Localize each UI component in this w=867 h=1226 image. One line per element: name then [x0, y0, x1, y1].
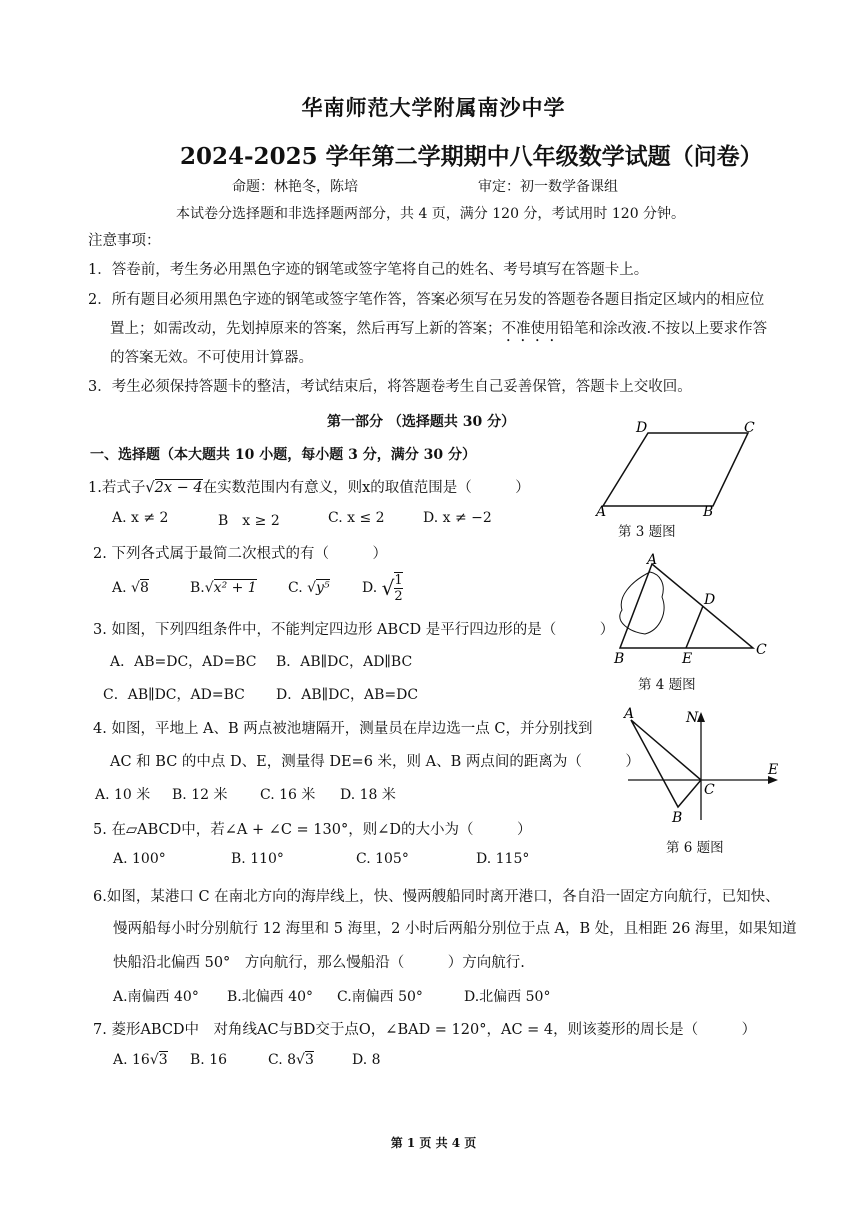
triangle-acb [631, 720, 701, 807]
q2-d-numerator: 1 [394, 573, 403, 588]
question-3: 3. 如图，下列四组条件中，不能判定四边形 ABCD 是平行四边形的是（ ） [93, 622, 615, 638]
notice-item-3: 3．考生必须保持答题卡的整洁，考试结束后，将答题卷考生自己妥善保管，答题卡上交收回。 [88, 379, 692, 395]
q1-option-b: B x ≥ 2 [218, 513, 280, 529]
q2-b-label: B. [190, 580, 205, 596]
fig4-label-c: C [756, 642, 767, 658]
fig3-label-a: A [596, 504, 607, 518]
q2-option-b: B.√x² + 1 [190, 580, 257, 596]
fig6-label-n: N [686, 710, 699, 726]
fig3-label-c: C [744, 420, 755, 436]
figure-4-pond [600, 552, 780, 667]
notice-item-2-line-1: 2．所有题目必须用黑色字迹的钢笔或签字笔作答，答案必须写在另发的答题卷各题目指定区域内的相应位 [88, 292, 765, 308]
question-7: 7. 菱形ABCD中 对角线AC与BD交于点O，∠BAD = 120°，AC = 4，则该菱形的周长是（ ） [93, 1022, 757, 1038]
question-6-line-3: 快船沿北偏西 50° 方向航行，那么慢船沿（ ）方向航行. [113, 955, 525, 971]
authors-line: 命题：林艳冬，陈培 [232, 179, 358, 195]
q2-option-a: A. √8 [112, 580, 149, 596]
notice-item-2-line-2 [110, 317, 767, 345]
notice-emphasis: 不准使用 [501, 321, 560, 337]
figure-3-parallelogram [588, 418, 778, 518]
fig6-label-a: A [624, 706, 635, 722]
q2-d-label: D. [362, 580, 378, 596]
q5-option-c: C. 105° [356, 851, 409, 867]
q2-a-radicand: 8 [139, 580, 149, 596]
q2-d-denominator: 2 [394, 589, 403, 604]
q5-option-a: A. 100° [113, 851, 166, 867]
question-5: 5. 在▱ABCD中，若∠A + ∠C = 130°，则∠D的大小为（ ） [93, 822, 532, 838]
part1-title: 第一部分 （选择题共 30 分） [327, 414, 516, 430]
q2-option-c: C. √y⁵ [288, 580, 330, 596]
q7-option-d: D. 8 [352, 1052, 381, 1068]
figure-6-compass [616, 702, 786, 827]
fig4-label-e: E [682, 651, 693, 667]
figure-4-caption: 第 4 题图 [638, 677, 696, 693]
q2-c-label: C. [288, 580, 303, 596]
q1-stem-b: 在实数范围内有意义，则x的取值范围是（ ） [202, 480, 530, 496]
q7-option-a: A. 16√3 [113, 1052, 168, 1068]
q1-radical: √2x − 4 [145, 480, 203, 496]
q6-option-c: C.南偏西 50° [337, 989, 423, 1005]
exam-title: 2024-2025 学年第二学期期中八年级数学试题（问卷） [180, 143, 763, 170]
q3-option-c: C．AB∥DC，AD=BC [103, 687, 245, 703]
question-4-line-2: AC 和 BC 的中点 D、E，测量得 DE=6 米，则 A、B 两点间的距离为（ ） [110, 754, 640, 770]
q7-c-radicand: 3 [304, 1052, 314, 1068]
q4-option-a: A. 10 米 [95, 787, 151, 803]
notice-item-2-line-2a: 置上；如需改动，先划掉原来的答案，然后再写上新的答案； [110, 321, 502, 337]
fig3-label-b: B [703, 504, 714, 518]
q2-b-radicand: x² + 1 [213, 580, 257, 596]
q2-c-radicand: y⁵ [316, 580, 330, 596]
school-name: 华南师范大学附属南沙中学 [301, 95, 566, 120]
segment-de [686, 606, 703, 648]
exam-intro: 本试卷分选择题和非选择题两部分，共 4 页，满分 120 分，考试用时 120 分钟。 [176, 206, 686, 222]
q7-a-radicand: 3 [158, 1052, 168, 1068]
q5-option-d: D. 115° [476, 851, 530, 867]
q2-a-label: A. [112, 580, 127, 596]
q1-option-d: D. x ≠ −2 [423, 510, 492, 526]
q7-a-text: A. 16 [113, 1052, 150, 1068]
q1-stem-a: 1.若式子 [88, 480, 146, 496]
fig4-label-d: D [704, 592, 716, 608]
fig6-label-c: C [704, 782, 715, 798]
q1-option-c: C. x ≤ 2 [328, 510, 385, 526]
figure-3-caption: 第 3 题图 [618, 524, 676, 540]
parallelogram-shape [603, 433, 748, 506]
figure-6-caption: 第 6 题图 [666, 840, 724, 856]
notice-item-1: 1．答卷前，考生务必用黑色字迹的钢笔或签字笔将自己的姓名、考号填写在答题卡上。 [88, 262, 649, 278]
question-1 [88, 476, 530, 497]
notice-item-2-line-3: 的答案无效。不可使用计算器。 [110, 350, 313, 366]
reviewer-line: 审定：初一数学备课组 [478, 179, 618, 195]
q4-option-b: B. 12 米 [172, 787, 228, 803]
question-6-line-2: 慢两船每小时分别航行 12 海里和 5 海里，2 小时后两船分别位于点 A，B 处，且相距 26 海里，如果知道 [113, 921, 797, 937]
triangle-abc [620, 564, 753, 648]
section-title: 一、选择题（本大题共 10 小题，每小题 3 分，满分 30 分） [90, 447, 476, 463]
pond-outline [620, 572, 664, 634]
q6-option-d: D.北偏西 50° [464, 989, 551, 1005]
question-6-line-1: 6.如图，某港口 C 在南北方向的海岸线上，快、慢两艘船同时离开港口，各自沿一固定方向航行，已知快、 [93, 889, 780, 905]
q3-option-d: D．AB∥DC，AB=DC [276, 687, 419, 703]
fig3-label-d: D [636, 420, 648, 436]
q6-option-a: A.南偏西 40° [113, 989, 199, 1005]
q3-option-b: B．AB∥DC，AD∥BC [276, 654, 413, 670]
q2-option-d: D. √ $\frac{1}{2}$ [362, 573, 403, 604]
fig6-label-b: B [672, 810, 683, 826]
q7-option-b: B. 16 [190, 1052, 228, 1068]
q1-radicand: 2x − 4 [154, 480, 203, 496]
q3-option-a: A．AB=DC，AD=BC [110, 654, 257, 670]
fig4-label-b: B [614, 651, 625, 667]
q7-c-text: C. 8 [268, 1052, 297, 1068]
notice-item-2-line-2c: 铅笔和涂改液.不按以上要求作答 [559, 321, 768, 337]
question-4-line-1: 4. 如图，平地上 A、B 两点被池塘隔开，测量员在岸边选一点 C，并分别找到 [93, 721, 593, 737]
fig6-label-e: E [768, 762, 779, 778]
q4-option-c: C. 16 米 [260, 787, 316, 803]
q7-option-c: C. 8√3 [268, 1052, 314, 1068]
notice-heading: 注意事项： [88, 233, 161, 249]
question-2: 2. 下列各式属于最简二次根式的有（ ） [93, 546, 387, 562]
q1-option-a: A. x ≠ 2 [112, 510, 169, 526]
q6-option-b: B.北偏西 40° [227, 989, 314, 1005]
page-footer: 第 1 页 共 4 页 [390, 1136, 477, 1150]
q5-option-b: B. 110° [231, 851, 284, 867]
q4-option-d: D. 18 米 [340, 787, 396, 803]
fig4-label-a: A [647, 552, 658, 568]
